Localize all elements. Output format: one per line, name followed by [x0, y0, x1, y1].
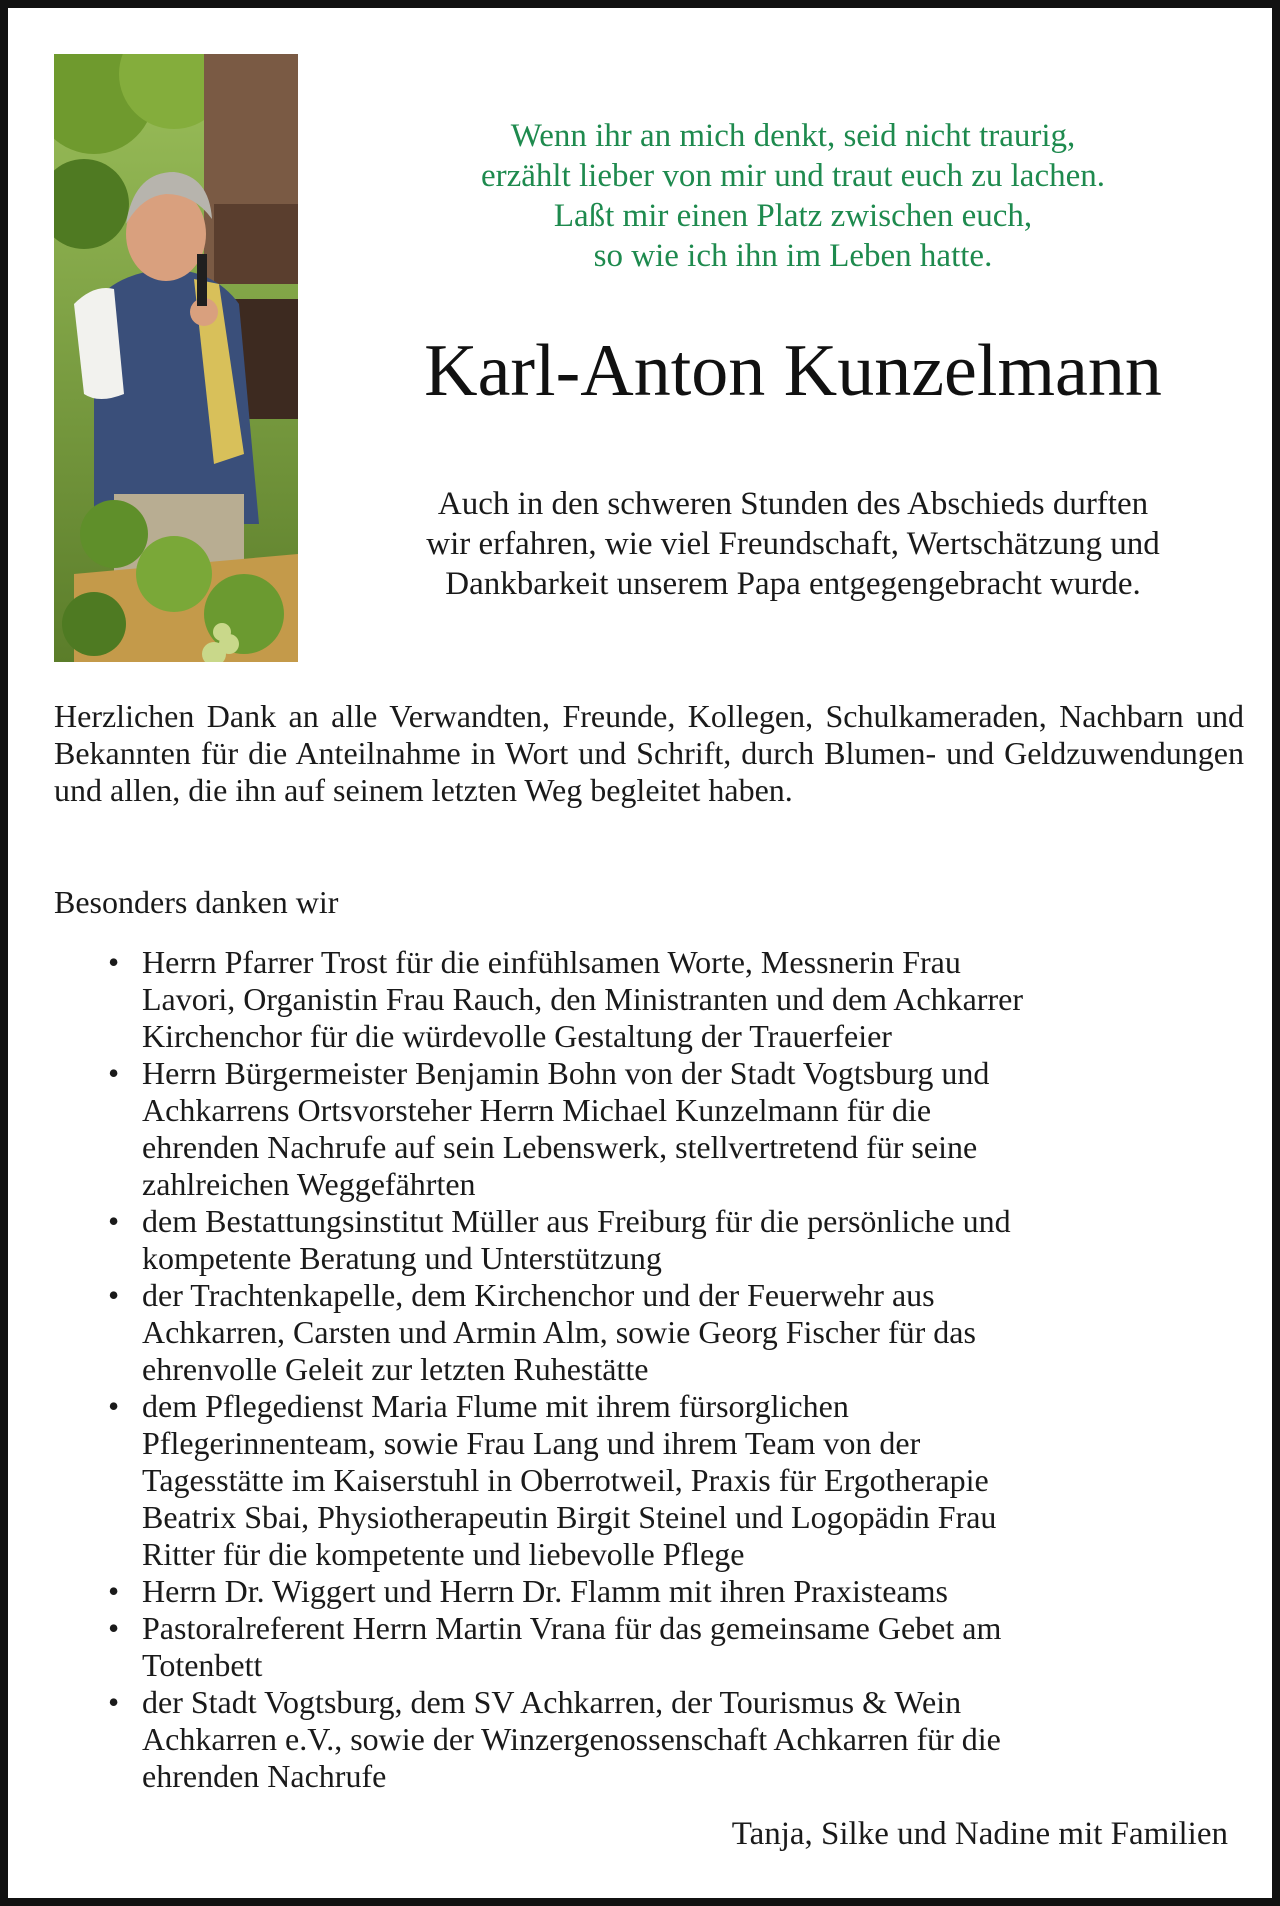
verse-line: Wenn ihr an mich denkt, seid nicht traurig,	[510, 118, 1076, 154]
list-item: • Pastoralreferent Herrn Martin Vrana für das gemeinsame Gebet am Totenbett	[108, 1610, 1002, 1683]
portrait-photo	[54, 54, 298, 662]
deceased-name: Karl-Anton Kunzelmann	[424, 330, 1162, 412]
intro-line: Dankbarkeit unserem Papa entgegengebracht wurde.	[445, 566, 1141, 602]
bullet-icon: •	[108, 944, 120, 980]
besonders-heading: Besonders danken wir	[54, 884, 339, 920]
bullet-icon: •	[108, 1684, 120, 1720]
verse-line: erzählt lieber von mir und traut euch zu lachen.	[481, 158, 1105, 194]
list-item: • dem Bestattungsinstitut Müller aus Freiburg für die persönliche und kompetente Beratung und Unterstützung	[108, 1203, 1011, 1276]
bullet-icon: •	[108, 1388, 120, 1424]
thanks-paragraph: Herzlichen Dank an alle Verwandten, Freunde, Kollegen, Schulkameraden, Nachbarn und Bekannten für die Anteilnahme in Wort und Schrift, durch Blumen- und Geldzuwendungen und allen, die ihn auf seinem letzten Weg begleitet haben.	[54, 698, 1244, 808]
intro-line: wir erfahren, wie viel Freundschaft, Wertschätzung und	[426, 526, 1160, 562]
bullet-icon: •	[108, 1277, 120, 1313]
intro-line: Auch in den schweren Stunden des Abschieds durften	[437, 486, 1149, 522]
list-item: • Herrn Pfarrer Trost für die einfühlsamen Worte, Messnerin Frau Lavori, Organistin Frau Rauch, den Ministranten und dem Achkarrer Kirchenchor für die würdevolle Gestaltung der Trauerfeier	[108, 944, 1023, 1054]
intro-text	[338, 484, 1248, 604]
list-item: • Herrn Dr. Wiggert und Herrn Dr. Flamm mit ihren Praxisteams	[108, 1573, 948, 1609]
bullet-icon: •	[108, 1573, 120, 1609]
list-item: • dem Pflegedienst Maria Flume mit ihrem fürsorglichen Pflegerinnenteam, sowie Frau Lang und ihrem Team von der Tagesstätte im Kaiserstuhl in Oberrotweil, Praxis für Ergotherapie Beatrix Sbai, Physiotherapeutin Birgit Steinel und Logopädin Frau Ritter für die kompetente und liebevolle Pflege	[108, 1388, 997, 1572]
verse-line: so wie ich ihn im Leben hatte.	[593, 238, 993, 274]
memorial-verse	[338, 116, 1248, 276]
list-item: • der Stadt Vogtsburg, dem SV Achkarren, der Tourismus & Wein Achkarren e.V., sowie der Winzergenossenschaft Achkarren für die ehrenden Nachrufe	[108, 1684, 1001, 1794]
list-item: • der Trachtenkapelle, dem Kirchenchor und der Feuerwehr aus Achkarren, Carsten und Armin Alm, sowie Georg Fischer für das ehrenvolle Geleit zur letzten Ruhestätte	[108, 1277, 976, 1387]
bullet-icon: •	[108, 1055, 120, 1091]
bullet-icon: •	[108, 1203, 120, 1239]
thanks-list	[108, 944, 1248, 1795]
signature: Tanja, Silke und Nadine mit Familien	[731, 1816, 1228, 1852]
list-item: • Herrn Bürgermeister Benjamin Bohn von der Stadt Vogtsburg und Achkarrens Ortsvorsteher Herrn Michael Kunzelmann für die ehrenden Nachrufe auf sein Lebenswerk, stellvertretend für seine zahlreichen Weggefährten	[108, 1055, 990, 1202]
verse-line: Laßt mir einen Platz zwischen euch,	[553, 198, 1033, 234]
bullet-icon: •	[108, 1610, 120, 1646]
